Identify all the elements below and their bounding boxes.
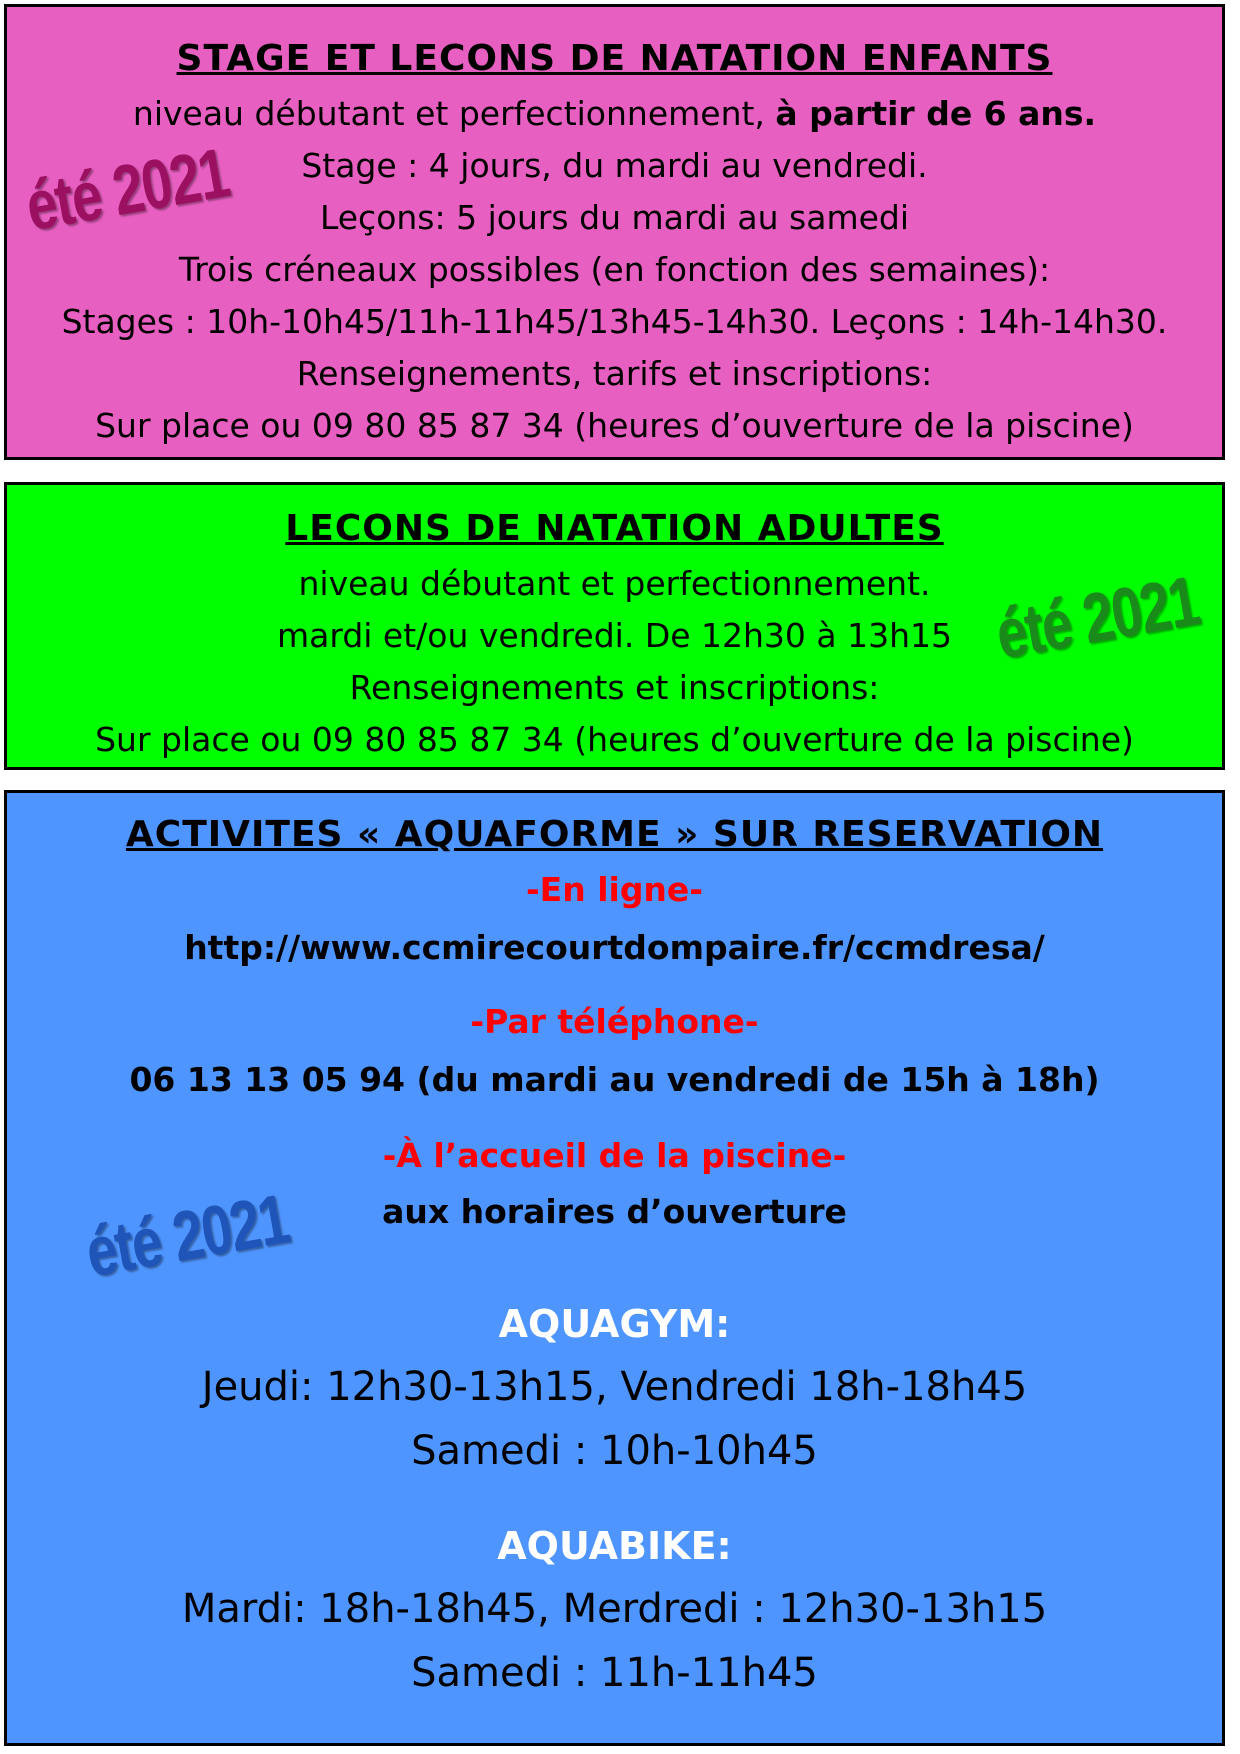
online-url[interactable]: http://www.ccmirecourtdompaire.fr/ccmdresa/ (184, 928, 1045, 967)
adults-section-title: LECONS DE NATATION ADULTES (285, 508, 944, 549)
aquaforme-section (4, 790, 1225, 1746)
kids-lessons-line: Leçons: 5 jours du mardi au samedi (319, 198, 910, 237)
adults-info-line: Renseignements et inscriptions: (349, 668, 880, 707)
adults-swimming-section (4, 482, 1225, 770)
kids-schedule-line: Stages : 10h-10h45/11h-11h45/13h45-14h30. Leçons : 14h-14h30. (61, 302, 1168, 341)
aquaforme-summer-stamp: été 2021 (80, 1179, 294, 1292)
kids-age-text: à partir de 6 ans. (775, 94, 1097, 133)
phone-line: 06 13 13 05 94 (du mardi au vendredi de 15h à 18h) (129, 1060, 1100, 1099)
kids-section-title: STAGE ET LECONS DE NATATION ENFANTS (176, 38, 1053, 79)
kids-slots-line: Trois créneaux possibles (en fonction des semaines): (178, 250, 1051, 289)
adults-level-line: niveau débutant et perfectionnement. (298, 564, 931, 603)
aquabike-label: AQUABIKE: (497, 1524, 732, 1568)
adults-summer-stamp: été 2021 (990, 561, 1204, 674)
desk-label: -À l’accueil de la piscine- (382, 1136, 847, 1175)
kids-contact-line: Sur place ou 09 80 85 87 34 (heures d’ouverture de la piscine) (95, 406, 1134, 445)
aquagym-schedule-line-2: Samedi : 10h-10h45 (411, 1428, 818, 1474)
kids-stage-line: Stage : 4 jours, du mardi au vendredi. (301, 146, 928, 185)
kids-swimming-section (4, 4, 1225, 460)
aquabike-schedule-line-1: Mardi: 18h-18h45, Merdredi : 12h30-13h15 (181, 1586, 1048, 1632)
kids-level-line (7, 94, 1222, 133)
adults-contact-line: Sur place ou 09 80 85 87 34 (heures d’ouverture de la piscine) (95, 720, 1134, 759)
desk-line: aux horaires d’ouverture (382, 1192, 847, 1231)
phone-label: -Par téléphone- (470, 1002, 759, 1041)
aquagym-schedule-line-1: Jeudi: 12h30-13h15, Vendredi 18h-18h45 (201, 1364, 1028, 1410)
aquagym-label: AQUAGYM: (498, 1302, 731, 1346)
online-label: -En ligne- (525, 870, 704, 909)
adults-days-line: mardi et/ou vendredi. De 12h30 à 13h15 (276, 616, 953, 655)
kids-info-line: Renseignements, tarifs et inscriptions: (296, 354, 933, 393)
kids-summer-stamp: été 2021 (20, 133, 234, 246)
aquaforme-section-title: ACTIVITES « AQUAFORME » SUR RESERVATION (125, 814, 1104, 855)
aquabike-schedule-line-2: Samedi : 11h-11h45 (411, 1650, 818, 1696)
kids-level-text: niveau débutant et perfectionnement, (132, 94, 776, 133)
